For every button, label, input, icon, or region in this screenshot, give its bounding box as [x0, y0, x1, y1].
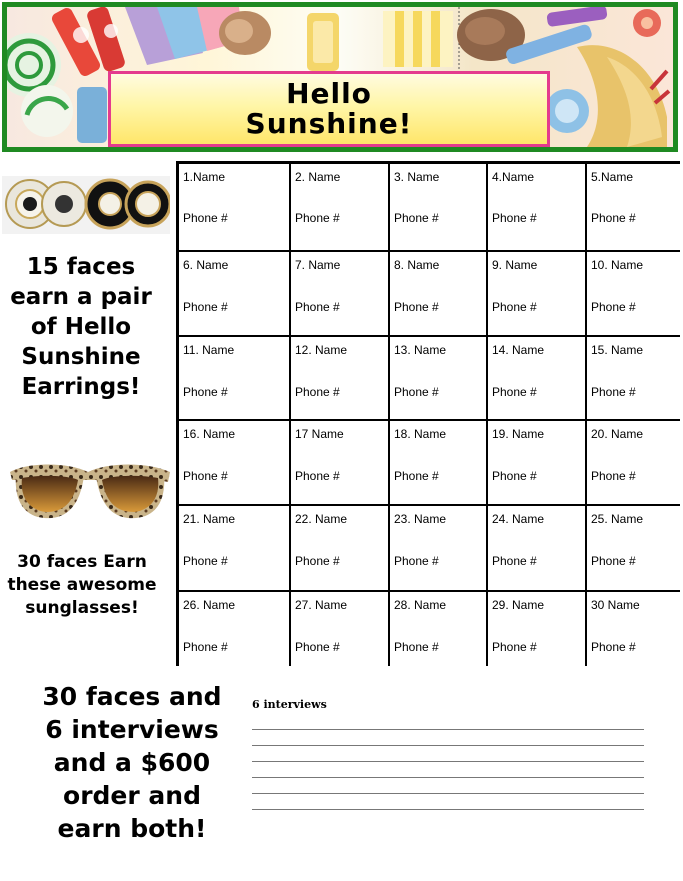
interviews-title: 6 interviews — [252, 698, 327, 711]
promo-15-faces: 15 faces earn a pair of Hello Sunshine Earrings! — [10, 254, 152, 400]
interviews-lines — [252, 714, 644, 810]
cell-name-label: 11. Name — [183, 343, 235, 357]
cell-name-label: 8. Name — [394, 258, 440, 272]
cell-phone-label: Phone # — [183, 640, 228, 654]
cell-phone-label: Phone # — [295, 211, 340, 225]
grid-cell[interactable] — [488, 164, 585, 250]
cell-name-label: 19. Name — [492, 427, 545, 441]
cell-name-label: 25. Name — [591, 512, 644, 526]
grid-cell[interactable] — [488, 337, 585, 419]
grid-cell[interactable] — [179, 337, 289, 419]
cell-phone-label: Phone # — [295, 640, 340, 654]
grid-cell[interactable] — [179, 421, 289, 504]
interview-line[interactable] — [252, 714, 644, 730]
grid-cell[interactable] — [179, 592, 289, 668]
cell-name-label: 23. Name — [394, 512, 447, 526]
cell-name-label: 29. Name — [492, 598, 545, 612]
grid-cell[interactable] — [390, 164, 486, 250]
cell-phone-label: Phone # — [394, 211, 439, 225]
cell-name-label: 14. Name — [492, 343, 545, 357]
cell-name-label: 22. Name — [295, 512, 348, 526]
cell-name-label: 1.Name — [183, 170, 226, 184]
cell-phone-label: Phone # — [394, 300, 439, 314]
cell-phone-label: Phone # — [591, 211, 636, 225]
cell-name-label: 10. Name — [591, 258, 644, 272]
earrings-image — [2, 176, 170, 234]
cell-phone-label: Phone # — [295, 300, 340, 314]
sunglasses-image — [8, 454, 172, 530]
grid-cell[interactable] — [291, 164, 388, 250]
grid-cell[interactable] — [587, 592, 682, 668]
grid-cell[interactable] — [587, 252, 682, 335]
cell-phone-label: Phone # — [492, 554, 537, 568]
grid-cell[interactable] — [488, 506, 585, 590]
cell-name-label: 15. Name — [591, 343, 644, 357]
cell-name-label: 13. Name — [394, 343, 447, 357]
cell-name-label: 9. Name — [492, 258, 538, 272]
cell-name-label: 28. Name — [394, 598, 447, 612]
cell-name-label: 2. Name — [295, 170, 341, 184]
grid-cell[interactable] — [390, 592, 486, 668]
grid-cell[interactable] — [291, 506, 388, 590]
interview-line[interactable] — [252, 762, 644, 778]
grid-cell[interactable] — [488, 252, 585, 335]
cell-phone-label: Phone # — [591, 385, 636, 399]
cell-phone-label: Phone # — [394, 554, 439, 568]
cell-phone-label: Phone # — [591, 554, 636, 568]
cell-phone-label: Phone # — [492, 211, 537, 225]
cell-phone-label: Phone # — [295, 469, 340, 483]
cell-phone-label: Phone # — [394, 385, 439, 399]
grid-cell[interactable] — [390, 421, 486, 504]
cell-phone-label: Phone # — [591, 469, 636, 483]
cell-name-label: 16. Name — [183, 427, 236, 441]
grid-cell[interactable] — [291, 252, 388, 335]
grid-cell[interactable] — [291, 421, 388, 504]
grid-cell[interactable] — [488, 421, 585, 504]
banner-title-line1: Hello — [286, 77, 372, 110]
interview-line[interactable] — [252, 794, 644, 810]
grid-cell[interactable] — [291, 337, 388, 419]
cell-phone-label: Phone # — [183, 211, 228, 225]
cell-name-label: 3. Name — [394, 170, 440, 184]
grid-cell[interactable] — [587, 164, 682, 250]
interview-line[interactable] — [252, 778, 644, 794]
cell-name-label: 27. Name — [295, 598, 348, 612]
cell-phone-label: Phone # — [183, 554, 228, 568]
cell-phone-label: Phone # — [295, 554, 340, 568]
promo-earn-both: 30 faces and 6 interviews and a $600 order and earn both! — [42, 682, 222, 843]
cell-phone-label: Phone # — [492, 300, 537, 314]
grid-cell[interactable] — [587, 506, 682, 590]
interview-line[interactable] — [252, 730, 644, 746]
cell-name-label: 24. Name — [492, 512, 545, 526]
cell-phone-label: Phone # — [183, 469, 228, 483]
cell-phone-label: Phone # — [183, 385, 228, 399]
cell-phone-label: Phone # — [295, 385, 340, 399]
header-banner — [2, 2, 678, 152]
cell-name-label: 5.Name — [591, 170, 634, 184]
grid-cell[interactable] — [488, 592, 585, 668]
cell-name-label: 21. Name — [183, 512, 236, 526]
cell-name-label: 30 Name — [591, 598, 640, 612]
cell-name-label: 7. Name — [295, 258, 341, 272]
cell-phone-label: Phone # — [394, 469, 439, 483]
cell-phone-label: Phone # — [394, 640, 439, 654]
cell-phone-label: Phone # — [492, 640, 537, 654]
grid-cell[interactable] — [179, 164, 289, 250]
cell-phone-label: Phone # — [492, 469, 537, 483]
grid-cell[interactable] — [587, 421, 682, 504]
grid-cell[interactable] — [390, 252, 486, 335]
interview-line[interactable] — [252, 746, 644, 762]
grid-cell[interactable] — [587, 337, 682, 419]
cell-name-label: 18. Name — [394, 427, 447, 441]
promo-30-faces: 30 faces Earn these awesome sunglasses! — [7, 552, 157, 618]
cell-name-label: 20. Name — [591, 427, 644, 441]
cell-phone-label: Phone # — [492, 385, 537, 399]
grid-cell[interactable] — [179, 506, 289, 590]
cell-phone-label: Phone # — [591, 640, 636, 654]
grid-cell[interactable] — [390, 506, 486, 590]
grid-cell[interactable] — [390, 337, 486, 419]
cell-name-label: 12. Name — [295, 343, 348, 357]
grid-cell[interactable] — [291, 592, 388, 668]
cell-name-label: 26. Name — [183, 598, 236, 612]
cell-name-label: 6. Name — [183, 258, 229, 272]
cell-name-label: 4.Name — [492, 170, 535, 184]
grid-cell[interactable] — [179, 252, 289, 335]
cell-phone-label: Phone # — [591, 300, 636, 314]
cell-name-label: 17 Name — [295, 427, 344, 441]
cell-phone-label: Phone # — [183, 300, 228, 314]
banner-title-box — [108, 71, 550, 147]
banner-title-line2: Sunshine! — [245, 107, 413, 140]
names-grid — [176, 161, 680, 666]
